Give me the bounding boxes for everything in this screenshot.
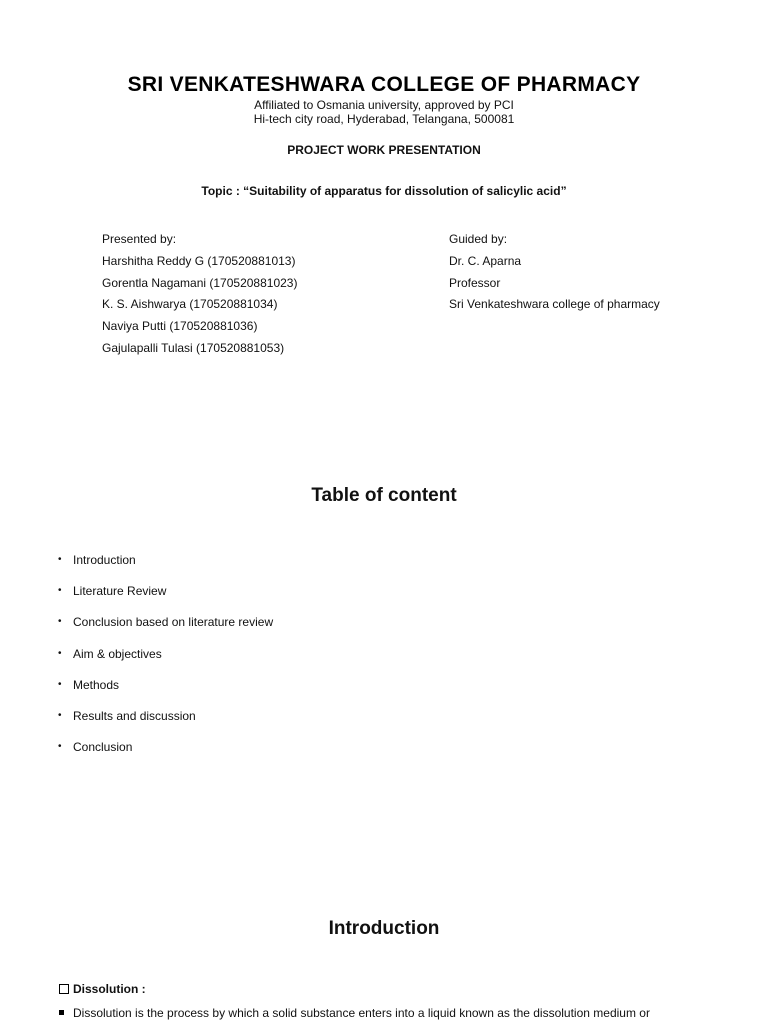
- presenter-name: K. S. Aishwarya (170520881034): [102, 297, 278, 312]
- toc-item: [58, 677, 273, 708]
- guide-designation: Professor: [449, 275, 501, 290]
- presenter-name: Naviya Putti (170520881036): [102, 319, 258, 334]
- toc-item: [58, 552, 273, 583]
- toc-item: [58, 614, 273, 645]
- toc-item-label: Methods: [73, 677, 120, 692]
- dissolution-subheading-label: Dissolution :: [73, 982, 146, 996]
- toc-item: [58, 708, 273, 739]
- checkbox-bullet-icon: [59, 984, 69, 994]
- toc-item-label: Results and discussion: [73, 708, 196, 723]
- bullet-icon: •: [58, 647, 62, 659]
- toc-item: [58, 739, 273, 770]
- guide-label: Guided by:: [449, 232, 508, 246]
- dissolution-paragraph-text: Dissolution is the process by which a solid substance enters into a liquid known as the dissolution medium or: [73, 1006, 650, 1020]
- square-bullet-icon: [59, 1010, 64, 1015]
- project-heading: PROJECT WORK PRESENTATION: [287, 143, 481, 157]
- guide-block: [449, 229, 660, 316]
- affiliation-block: [0, 98, 768, 126]
- bullet-icon: •: [58, 616, 62, 628]
- introduction-heading: Introduction: [328, 918, 440, 939]
- bullet-icon: •: [58, 741, 62, 753]
- presenter-name: Gorentla Nagamani (170520881023): [102, 275, 298, 290]
- bullet-icon: •: [58, 554, 62, 565]
- affiliation-line: Affiliated to Osmania university, approved by PCI: [254, 98, 514, 112]
- guide-institution: Sri Venkateshwara college of pharmacy: [449, 297, 660, 312]
- toc-heading: Table of content: [311, 485, 457, 506]
- presenter-name: Harshitha Reddy G (170520881013): [102, 253, 296, 268]
- toc-list: [58, 552, 273, 770]
- address-line: Hi-tech city road, Hyderabad, Telangana, 500081: [253, 112, 515, 126]
- presenter-name: Gajulapalli Tulasi (170520881053): [102, 340, 285, 355]
- toc-item-label: Literature Review: [73, 584, 167, 599]
- toc-item: [58, 646, 273, 677]
- toc-item: [58, 583, 273, 614]
- dissolution-paragraph: [59, 1005, 711, 1021]
- presenters-block: [102, 229, 297, 360]
- guide-name: Dr. C. Aparna: [449, 253, 522, 268]
- toc-item-label: Conclusion based on literature review: [73, 615, 274, 630]
- dissolution-subheading: [59, 982, 146, 996]
- bullet-icon: •: [58, 709, 62, 721]
- project-topic: Topic : “Suitability of apparatus for dissolution of salicylic acid”: [201, 184, 567, 198]
- toc-item-label: Conclusion: [73, 740, 133, 755]
- college-title: SRI VENKATESHWARA COLLEGE OF PHARMACY: [127, 73, 641, 96]
- presenters-label: Presented by:: [102, 232, 177, 246]
- bullet-icon: •: [58, 585, 62, 597]
- toc-item-label: Introduction: [73, 553, 136, 567]
- bullet-icon: •: [58, 678, 62, 690]
- toc-item-label: Aim & objectives: [73, 646, 162, 661]
